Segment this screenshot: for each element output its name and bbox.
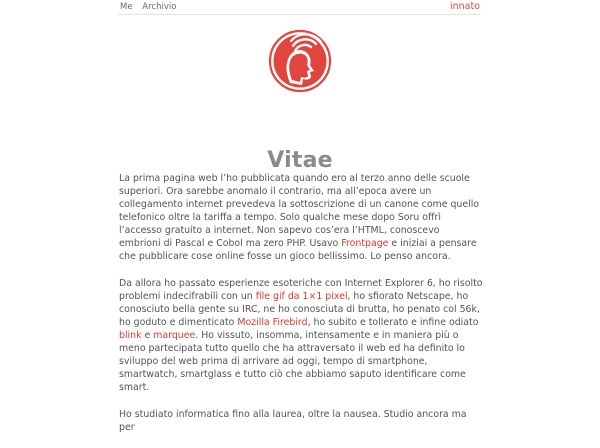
text: Ho studiato informatica fino alla laurea, oltre la nausea. Studio ancora ma per bbox=[119, 409, 467, 433]
link-blink[interactable]: blink bbox=[119, 330, 142, 341]
site-brand[interactable]: innato bbox=[449, 1, 480, 12]
text: , ho subito e tollerato e infine odiato bbox=[307, 317, 479, 328]
paragraph-1 bbox=[119, 172, 483, 263]
main-nav bbox=[120, 2, 183, 12]
paragraph-3 bbox=[119, 408, 483, 434]
page-title: Vitae bbox=[267, 147, 333, 173]
text: e iniziai a pensare che pubblicare cose online fosse un gioco bellissimo. Lo penso ancora. bbox=[119, 238, 477, 262]
link-marquee[interactable]: marquee bbox=[153, 330, 196, 341]
link-mozilla-firebird[interactable]: Mozilla Firebird bbox=[237, 317, 308, 328]
text: . Ho vissuto, insomma, intensamente e in maniera più o meno partecipata tutto quello che ha attraversato il web ed ha definito lo sviluppo del web prima di arrivare ad oggi, tempo di smartphone, smartwatch, smartglass e tutto ciò che abbiamo saputo identificare come smart. bbox=[119, 330, 466, 393]
top-bar bbox=[118, 0, 480, 15]
nav-link-me[interactable]: Me bbox=[120, 2, 133, 12]
nav-link-archivio[interactable]: Archivio bbox=[142, 2, 177, 12]
paragraph-2 bbox=[119, 277, 483, 394]
link-frontpage[interactable]: Frontpage bbox=[341, 238, 389, 249]
text: Da allora ho passato esperienze esoteriche con Internet Explorer 6, ho risolto problemi indecifrabili con un bbox=[119, 278, 483, 302]
text: , ho sfiorato Netscape, ho conosciuto bella gente su IRC, ne ho conosciuta di brutta, ho penato col 56k, ho goduto e dimenticato bbox=[119, 291, 480, 328]
text: e bbox=[141, 330, 154, 341]
article-body bbox=[119, 172, 483, 448]
listening-head-icon[interactable] bbox=[268, 29, 332, 93]
text: La prima pagina web l’ho pubblicata quando ero al terzo anno delle scuole superiori. Ora sarebbe anomalo il contrario, ma all’epoca avere un collegamento internet prevedeva la sottoscrizione di un canone come quello telefonico oltre la tariffa a tempo. Solo qualche mese dopo Soru offrì l’accesso gratuito a internet. Non sapevo cos’era l’HTML, conoscevo embrioni di Pascal e Cobol ma zero PHP. Usavo bbox=[119, 173, 480, 249]
link-gif-pixel[interactable]: file gif da 1×1 pixel bbox=[255, 291, 348, 302]
